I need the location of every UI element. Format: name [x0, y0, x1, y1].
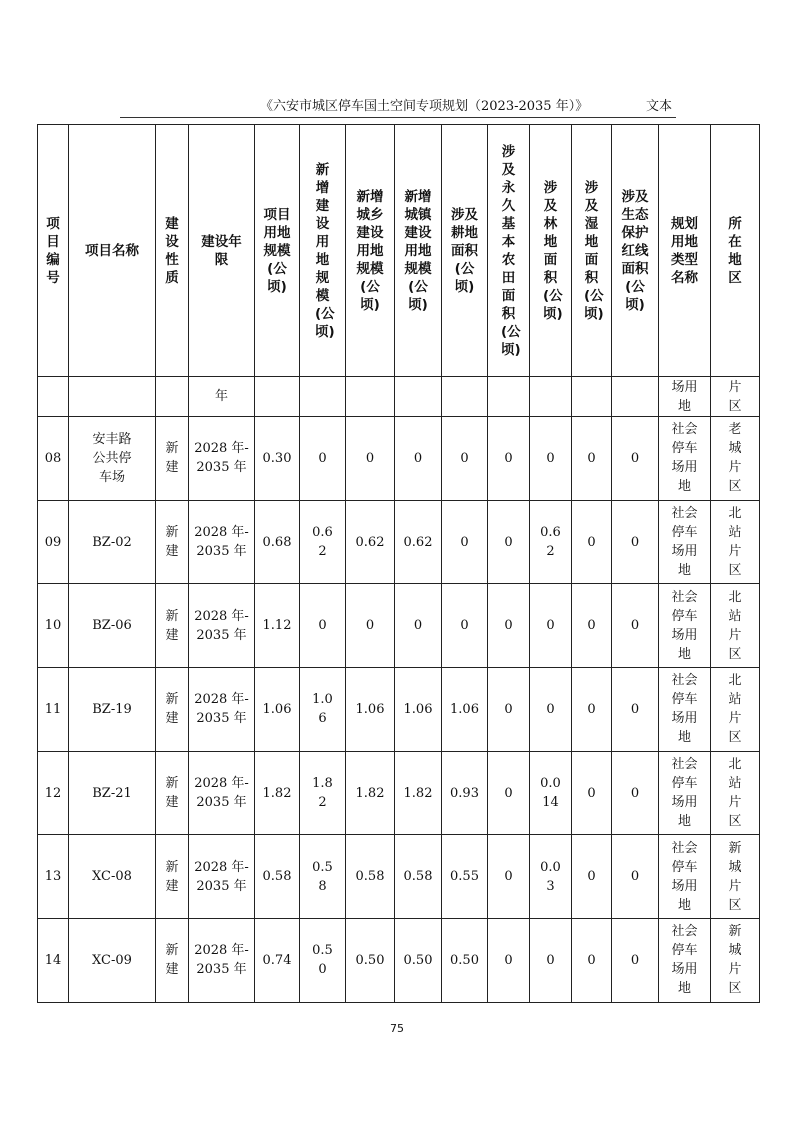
- cell-farmland: 0.93: [442, 751, 488, 835]
- cell-new-urban-rural: 0.62: [346, 500, 395, 584]
- cell-total: 0.30: [255, 417, 300, 501]
- cell-forest: 0: [530, 417, 572, 501]
- cell-new-town: 0.62: [395, 500, 442, 584]
- cell-farmland: 0: [442, 584, 488, 668]
- table-row: [38, 919, 760, 1003]
- cell-eco-redline: 0: [612, 584, 659, 668]
- cell-wetland: 0: [572, 584, 612, 668]
- cell-area: 新城片区: [711, 919, 760, 1003]
- cell-land-type: 社会停车场用地: [659, 835, 711, 919]
- cell-new-build: 0.50: [300, 919, 346, 1003]
- cell-term: 2028 年-2035 年: [189, 500, 255, 584]
- cell-name: XC-08: [69, 835, 156, 919]
- cell-nature: 新建: [156, 919, 189, 1003]
- cell-wetland: 0: [572, 417, 612, 501]
- cell-id: 13: [38, 835, 69, 919]
- cell-new-build: 0.58: [300, 835, 346, 919]
- col-header: 建设年限: [189, 125, 255, 377]
- cell-id: 10: [38, 584, 69, 668]
- cell-new-urban-rural: 1.06: [346, 668, 395, 752]
- cell-wetland: 0: [572, 500, 612, 584]
- cell-land-type: 社会停车场用地: [659, 668, 711, 752]
- cell-id: 09: [38, 500, 69, 584]
- col-header: 项目名称: [69, 125, 156, 377]
- cell-new-town: 0.50: [395, 919, 442, 1003]
- cell-farmland: 0.55: [442, 835, 488, 919]
- cell-basic-farmland: 0: [488, 835, 530, 919]
- cell-eco-redline: 0: [612, 417, 659, 501]
- cell-nature: 新建: [156, 584, 189, 668]
- cell-total: 1.82: [255, 751, 300, 835]
- col-header: 新增城乡建设用地规模(公顷): [346, 125, 395, 377]
- cell-total: 0.74: [255, 919, 300, 1003]
- table-row: [38, 668, 760, 752]
- cell-eco-redline: 0: [612, 751, 659, 835]
- cell-total: 1.12: [255, 584, 300, 668]
- cell-basic-farmland: 0: [488, 668, 530, 752]
- cell-wetland: 0: [572, 919, 612, 1003]
- cell-area: 北站片区: [711, 751, 760, 835]
- cell-wetland: 0: [572, 835, 612, 919]
- cell-nature: 新建: [156, 500, 189, 584]
- table-row: [38, 500, 760, 584]
- cell-forest: 0: [530, 668, 572, 752]
- cell-new-build: 0.62: [300, 500, 346, 584]
- cell-forest: 0.014: [530, 751, 572, 835]
- cell-name: XC-09: [69, 919, 156, 1003]
- document-title: 《六安市城区停车国土空间专项规划（2023-2035 年）》: [260, 99, 589, 114]
- cell-basic-farmland: 0: [488, 417, 530, 501]
- cell-new-town: 0.58: [395, 835, 442, 919]
- cell-total: 0.58: [255, 835, 300, 919]
- col-header: 项目用地规模(公顷): [255, 125, 300, 377]
- table-row: [38, 835, 760, 919]
- cell-farmland: 0: [442, 500, 488, 584]
- col-header: 新增建设用地规模(公顷): [300, 125, 346, 377]
- cell-total: 0.68: [255, 500, 300, 584]
- cell-new-town: 1.06: [395, 668, 442, 752]
- cell-new-build: 0: [300, 584, 346, 668]
- cell-name: 安丰路公共停车场: [69, 417, 156, 501]
- col-header: 项目编号: [38, 125, 69, 377]
- cell-eco-redline: 0: [612, 835, 659, 919]
- cell-new-build: 0: [300, 417, 346, 501]
- cell-basic-farmland: 0: [488, 751, 530, 835]
- cell-term: 2028 年-2035 年: [189, 919, 255, 1003]
- cell-new-town: 0: [395, 417, 442, 501]
- cell-new-build: 1.82: [300, 751, 346, 835]
- cell-id: 12: [38, 751, 69, 835]
- page-header: [120, 95, 676, 118]
- cell-forest: 0: [530, 919, 572, 1003]
- cell-name: BZ-02: [69, 500, 156, 584]
- cell-eco-redline: 0: [612, 919, 659, 1003]
- cell-total: 1.06: [255, 668, 300, 752]
- cell-id: 14: [38, 919, 69, 1003]
- cell-nature: 新建: [156, 417, 189, 501]
- cell-id: 08: [38, 417, 69, 501]
- col-header: 建设性质: [156, 125, 189, 377]
- cell-term: 年: [189, 377, 255, 417]
- cell-farmland: 0.50: [442, 919, 488, 1003]
- cell-nature: 新建: [156, 835, 189, 919]
- cell-area: 北站片区: [711, 668, 760, 752]
- col-header: 所在地区: [711, 125, 760, 377]
- cell-term: 2028 年-2035 年: [189, 417, 255, 501]
- cell-land-type: 社会停车场用地: [659, 919, 711, 1003]
- cell-forest: 0.03: [530, 835, 572, 919]
- cell-term: 2028 年-2035 年: [189, 751, 255, 835]
- cell-term: 2028 年-2035 年: [189, 835, 255, 919]
- col-header: 涉及生态保护红线面积(公顷): [612, 125, 659, 377]
- cell-new-urban-rural: 0.58: [346, 835, 395, 919]
- cell-farmland: 1.06: [442, 668, 488, 752]
- cell-new-town: 0: [395, 584, 442, 668]
- page-number: 75: [390, 1022, 404, 1035]
- cell-forest: 0.62: [530, 500, 572, 584]
- cell-new-urban-rural: 0.50: [346, 919, 395, 1003]
- cell-term: 2028 年-2035 年: [189, 668, 255, 752]
- table-row: [38, 584, 760, 668]
- cell-name: BZ-21: [69, 751, 156, 835]
- cell-new-urban-rural: 0: [346, 584, 395, 668]
- cell-land-type: 场用地: [659, 377, 711, 417]
- cell-land-type: 社会停车场用地: [659, 751, 711, 835]
- cell-new-town: 1.82: [395, 751, 442, 835]
- table-row-continuation: [38, 377, 760, 417]
- cell-basic-farmland: 0: [488, 584, 530, 668]
- cell-new-urban-rural: 0: [346, 417, 395, 501]
- cell-nature: 新建: [156, 751, 189, 835]
- cell-new-build: 1.06: [300, 668, 346, 752]
- cell-area: 老城片区: [711, 417, 760, 501]
- cell-land-type: 社会停车场用地: [659, 500, 711, 584]
- cell-basic-farmland: 0: [488, 919, 530, 1003]
- cell-land-type: 社会停车场用地: [659, 584, 711, 668]
- col-header: 涉及耕地面积(公顷): [442, 125, 488, 377]
- cell-area: 北站片区: [711, 584, 760, 668]
- cell-area: 北站片区: [711, 500, 760, 584]
- col-header: 规划用地类型名称: [659, 125, 711, 377]
- table-header-row: [38, 125, 760, 377]
- col-header: 新增城镇建设用地规模(公顷): [395, 125, 442, 377]
- col-header: 涉及林地面积(公顷): [530, 125, 572, 377]
- cell-area: 新城片区: [711, 835, 760, 919]
- cell-farmland: 0: [442, 417, 488, 501]
- document-tag: 文本: [645, 99, 672, 114]
- cell-term: 2028 年-2035 年: [189, 584, 255, 668]
- cell-name: BZ-19: [69, 668, 156, 752]
- cell-land-type: 社会停车场用地: [659, 417, 711, 501]
- cell-id: 11: [38, 668, 69, 752]
- table-row: [38, 751, 760, 835]
- cell-name: BZ-06: [69, 584, 156, 668]
- col-header: 涉及永久基本农田面积(公顷): [488, 125, 530, 377]
- table-row: [38, 417, 760, 501]
- col-header: 涉及湿地面积(公顷): [572, 125, 612, 377]
- cell-area: 片区: [711, 377, 760, 417]
- cell-wetland: 0: [572, 751, 612, 835]
- cell-eco-redline: 0: [612, 500, 659, 584]
- project-table: [37, 124, 760, 1003]
- cell-forest: 0: [530, 584, 572, 668]
- cell-wetland: 0: [572, 668, 612, 752]
- cell-new-urban-rural: 1.82: [346, 751, 395, 835]
- cell-basic-farmland: 0: [488, 500, 530, 584]
- cell-nature: 新建: [156, 668, 189, 752]
- cell-eco-redline: 0: [612, 668, 659, 752]
